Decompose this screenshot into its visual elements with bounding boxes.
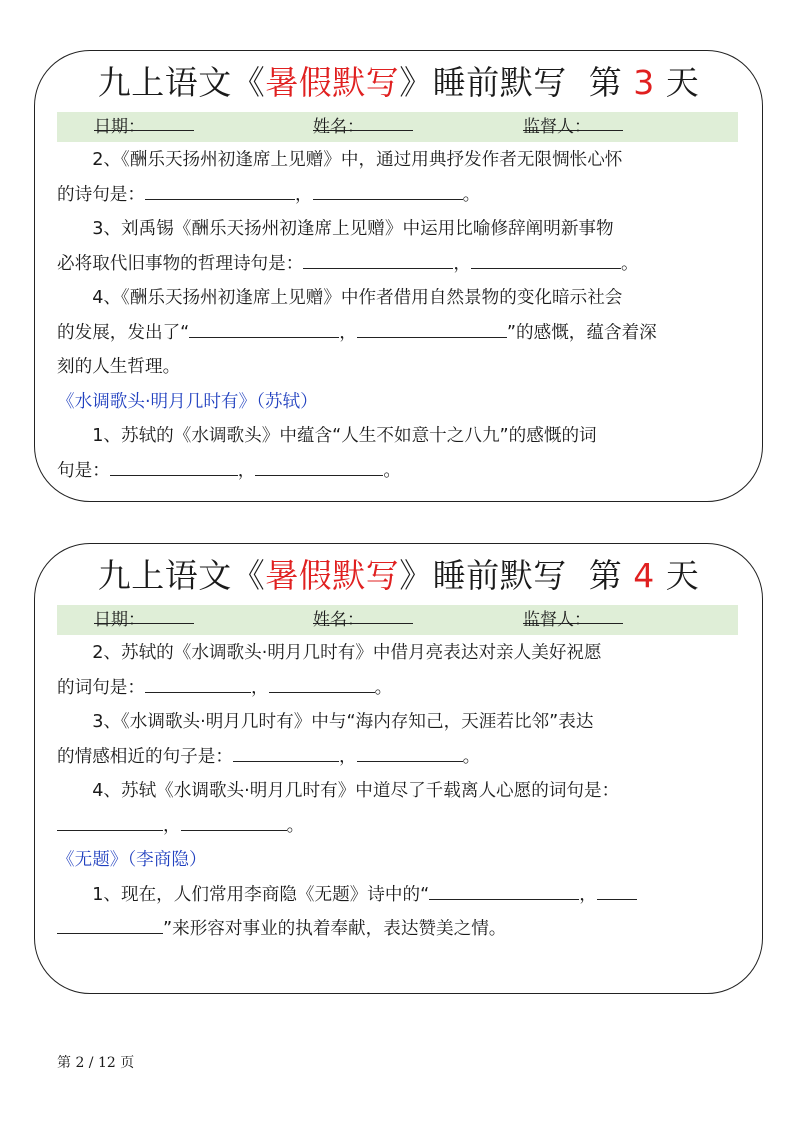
question-4-answer-line [57, 316, 739, 351]
question-text: 3、刘禹锡《酬乐天扬州初逢席上见赠》中运用比喻修辞阐明新事物 [92, 219, 614, 239]
section-heading: 《无题》（李商隐） [57, 850, 207, 870]
punct: ， [579, 884, 597, 905]
answer-blank[interactable] [233, 742, 339, 761]
date-label: 日期： [94, 610, 145, 630]
punct: ， [250, 677, 269, 698]
question-text: 2、《酬乐天扬州初逢席上见赠》中，通过用典抒发作者无限惆怅心怀 [92, 150, 623, 170]
day-number: 4 [633, 556, 655, 595]
question-text: 刻的人生哲理。 [57, 357, 181, 377]
name-label: 姓名： [313, 117, 364, 137]
punct: ， [163, 815, 181, 836]
name-blank[interactable] [313, 112, 413, 131]
info-bar [57, 605, 738, 635]
punct: 。 [383, 460, 402, 481]
section-heading: 《水调歌头·明月几时有》（苏轼） [57, 391, 318, 412]
question-4-answer-line [57, 809, 739, 844]
answer-blank[interactable] [357, 742, 463, 761]
punct: 。 [620, 253, 639, 274]
question-text: 的发展，发出了“ [57, 322, 190, 343]
punct: ， [338, 746, 357, 767]
answer-blank[interactable] [357, 318, 507, 337]
date-label: 日期： [94, 117, 145, 137]
punct: 。 [462, 746, 481, 767]
question-text: 必将取代旧事物的哲理诗句是： [57, 253, 304, 274]
question-text: 1、现在，人们常用李商隐《无题》诗中的“ [92, 884, 430, 905]
question-text: 2、苏轼的《水调歌头·明月几时有》中借月亮表达对亲人美好祝愿 [92, 643, 602, 663]
answer-blank[interactable] [303, 249, 453, 268]
answer-blank[interactable] [145, 180, 295, 199]
punct: 。 [374, 677, 393, 698]
punct: ， [294, 184, 313, 205]
question-text: 1、苏轼的《水调歌头》中蕴含“人生不如意十之八九”的感慨的词 [92, 426, 597, 446]
punct: ， [453, 253, 471, 274]
punct: 。 [286, 815, 305, 836]
question-3-answer-line [57, 247, 739, 282]
name-blank[interactable] [313, 605, 413, 624]
answer-blank[interactable] [145, 673, 251, 692]
question-2-answer-line [57, 178, 739, 213]
title-highlight: 暑假默写 [265, 63, 400, 102]
question-3-answer-line [57, 740, 739, 775]
punct: ， [237, 460, 256, 481]
question-text: 4、《酬乐天扬州初逢席上见赠》中作者借用自然景物的变化暗示社会 [92, 288, 623, 308]
punct: 。 [462, 184, 481, 205]
question-text: 4、苏轼《水调歌头·明月几时有》中道尽了千载离人心愿的词句是： [92, 781, 620, 801]
question-text: 的情感相近的句子是： [57, 746, 233, 767]
answer-blank[interactable] [313, 180, 463, 199]
title-mid: 》睡前默写 第 [399, 63, 634, 102]
title-suffix: 天 [654, 556, 700, 595]
answer-blank[interactable] [57, 915, 163, 934]
question-3 [57, 705, 739, 740]
answer-blank[interactable] [429, 880, 579, 899]
card-body [57, 143, 739, 488]
answer-blank[interactable] [255, 456, 383, 475]
question-2 [57, 636, 739, 671]
supervisor-label: 监督人： [523, 117, 591, 137]
title-mid: 》睡前默写 第 [399, 556, 634, 595]
question-4 [57, 281, 739, 316]
answer-blank[interactable] [189, 318, 339, 337]
title-suffix: 天 [654, 63, 700, 102]
question-3 [57, 212, 739, 247]
answer-blank[interactable] [57, 811, 163, 830]
section-question-1-answer-line [57, 454, 739, 489]
answer-blank[interactable] [471, 249, 621, 268]
info-bar [57, 112, 738, 142]
date-blank[interactable] [94, 112, 194, 131]
dictation-card-day-3 [34, 50, 763, 502]
supervisor-label: 监督人： [523, 610, 591, 630]
question-text: ”的感慨，蕴含着深 [506, 322, 657, 343]
answer-blank[interactable] [269, 673, 375, 692]
question-2 [57, 143, 739, 178]
answer-blank[interactable] [181, 811, 287, 830]
date-blank[interactable] [94, 605, 194, 624]
section-question-1 [57, 419, 739, 454]
punct: ， [339, 322, 357, 343]
question-text: 句是： [57, 460, 110, 481]
section-question-1 [57, 878, 739, 913]
dictation-card-day-4 [34, 543, 763, 994]
day-number: 3 [633, 63, 655, 102]
question-text: 的诗句是： [57, 184, 145, 205]
title-prefix: 九上语文《 [97, 63, 266, 102]
question-text: ”来形容对事业的执着奉献，表达赞美之情。 [163, 919, 507, 939]
supervisor-blank[interactable] [523, 112, 623, 131]
name-label: 姓名： [313, 610, 364, 630]
title-highlight: 暑假默写 [265, 556, 400, 595]
question-4-tail [57, 350, 739, 385]
card-title [35, 556, 762, 596]
question-4 [57, 774, 739, 809]
card-body [57, 636, 739, 947]
section-question-1-answer-line [57, 912, 739, 947]
question-2-answer-line [57, 671, 739, 706]
question-text: 3、《水调歌头·明月几时有》中与“海内存知己，天涯若比邻”表达 [92, 712, 594, 732]
answer-blank[interactable] [110, 456, 238, 475]
card-title [35, 63, 762, 103]
page-footer: 第 2 / 12 页 [57, 1055, 135, 1071]
answer-blank[interactable] [597, 880, 637, 899]
question-text: 的词句是： [57, 677, 145, 698]
title-prefix: 九上语文《 [97, 556, 266, 595]
supervisor-blank[interactable] [523, 605, 623, 624]
